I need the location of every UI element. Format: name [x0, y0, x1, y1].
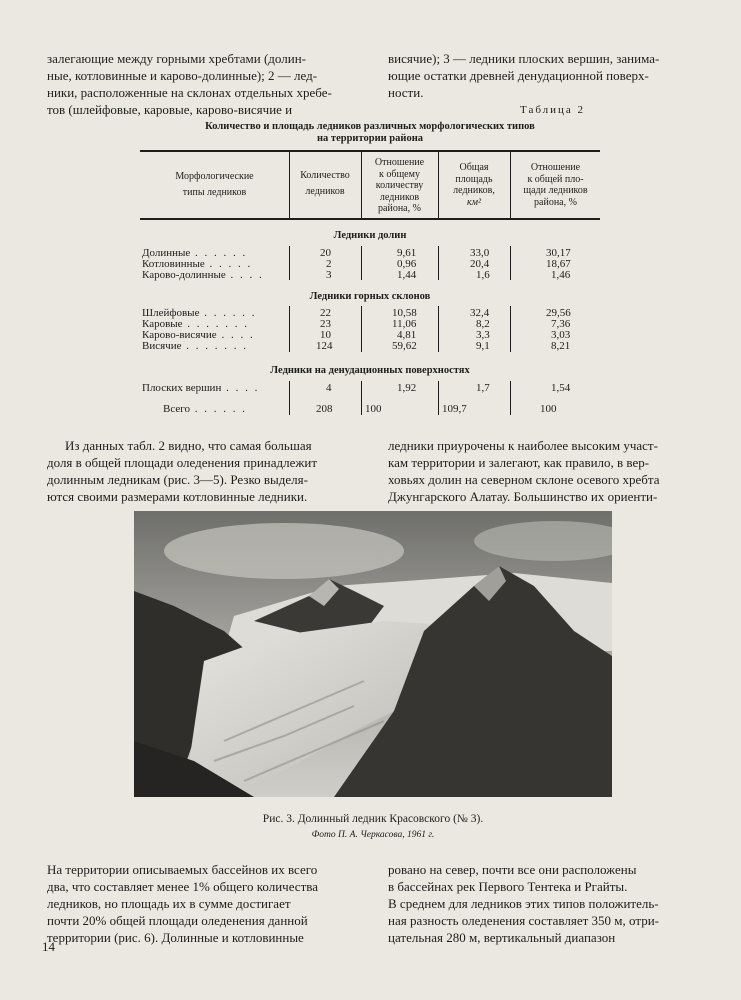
- cell-count: 124: [316, 340, 333, 352]
- header-line: км²: [466, 196, 482, 208]
- header-line: Морфологические: [175, 171, 254, 182]
- figure-caption: Рис. 3. Долинный ледник Красовского (№ 3).: [262, 813, 484, 825]
- text-line: В среднем для ледников этих типов положитель-: [388, 896, 659, 911]
- table-section-title: Ледники долин: [333, 230, 407, 241]
- text-line: доля в общей площади оледенения принадлежит: [47, 455, 317, 470]
- column-divider: [510, 246, 511, 280]
- text-line: ная разность оледенения составляет 350 м, отри-: [388, 913, 659, 928]
- header-count: [290, 170, 360, 197]
- column-divider: [361, 381, 362, 415]
- cell-area: 3,3: [476, 329, 490, 341]
- text-line: На территории описываемых бассейнов их всего: [47, 862, 318, 877]
- column-divider: [438, 306, 439, 352]
- column-divider: [289, 381, 290, 415]
- cell-area-ratio: 30,17: [546, 247, 571, 259]
- column-divider: [510, 306, 511, 352]
- column-divider: [438, 246, 439, 280]
- table-row-name: [142, 341, 248, 352]
- cell-count: 4: [326, 382, 332, 394]
- cell-ratio: 0,96: [397, 258, 417, 270]
- leader-dots: . . . . .: [204, 258, 253, 270]
- cell-area: 32,4: [470, 307, 490, 319]
- leader-dots: . . . . . .: [189, 403, 247, 415]
- cell-ratio: 11,06: [392, 318, 417, 330]
- page-number: 14: [42, 939, 55, 954]
- text-column-bottom-right: [388, 861, 698, 946]
- cell-ratio: 1,44: [397, 269, 417, 281]
- table-title-line: Количество и площадь ледников различных морфологических типов: [205, 121, 535, 132]
- header-line: Отношение: [374, 157, 425, 168]
- text-column-top-right: [388, 50, 698, 101]
- leader-dots: . . . .: [225, 269, 264, 281]
- table-row-name: [142, 270, 264, 281]
- header-line: Общая: [459, 162, 489, 173]
- cell-total-area: 109,7: [442, 403, 467, 415]
- text-line: Из данных табл. 2 видно, что самая большая: [65, 438, 312, 453]
- cell-area-ratio: 1,46: [551, 269, 571, 281]
- column-divider: [361, 306, 362, 352]
- cell-ratio: 59,62: [392, 340, 417, 352]
- header-line: ледников: [305, 185, 345, 197]
- leader-dots: . . . . . . .: [181, 340, 248, 352]
- text-line: ности.: [388, 85, 424, 100]
- text-line: ники, расположенные на склонах отдельных хребе-: [47, 85, 332, 100]
- row-label: Долинные: [142, 247, 191, 259]
- table-section-title: Ледники на денудационных поверхностях: [270, 365, 470, 376]
- cell-total-count: 208: [316, 403, 333, 415]
- column-divider: [289, 246, 290, 280]
- column-divider: [438, 381, 439, 415]
- row-label: Шлейфовые: [142, 307, 200, 319]
- table-row-name: [142, 383, 259, 394]
- cell-area: 33,0: [470, 247, 490, 259]
- row-label: Карово-долинные: [142, 269, 226, 281]
- text-column-top-left: [47, 50, 353, 118]
- cell-area: 8,2: [476, 318, 490, 330]
- leader-dots: . . . . . .: [199, 307, 257, 319]
- column-divider: [510, 381, 511, 415]
- text-line: ровано на север, почти все они расположены: [388, 862, 637, 877]
- header-line: площадь: [455, 173, 493, 185]
- cell-count: 2: [326, 258, 332, 270]
- text-column-bottom-left: [47, 861, 353, 946]
- text-line: ющие остатки древней денудационной поверх-: [388, 68, 649, 83]
- total-label: Всего: [163, 403, 190, 415]
- cell-count: 20: [320, 247, 331, 259]
- cell-ratio: 10,58: [392, 307, 417, 319]
- header-type: [142, 171, 287, 198]
- header-line: к общей пло-: [527, 173, 584, 185]
- glacier-photo: [134, 511, 612, 797]
- cell-ratio: 1,92: [397, 382, 417, 394]
- header-line: ледников,: [453, 185, 495, 196]
- cell-area: 20,4: [470, 258, 490, 270]
- cell-ratio: 4,81: [397, 329, 417, 341]
- photo-credit: Фото П. А. Черкасова, 1961 г.: [311, 830, 435, 840]
- cell-ratio: 9,61: [397, 247, 417, 259]
- text-line: цательная 280 м, вертикальный диапазон: [388, 930, 616, 945]
- table-header-rule: [140, 218, 600, 220]
- header-line: района, %: [534, 196, 577, 208]
- table-title-line: на территории района: [317, 133, 423, 144]
- text-line: долинным ледникам (рис. 3—5). Резко выделя-: [47, 472, 308, 487]
- cell-area-ratio: 18,67: [546, 258, 571, 270]
- text-line: ются своими размерами котловинные ледники.: [47, 489, 308, 504]
- glacier-photo-illustration: [134, 511, 612, 797]
- leader-dots: . . . . . . .: [182, 318, 250, 330]
- cell-area-ratio: 29,56: [546, 307, 571, 319]
- cell-area: 1,6: [476, 269, 490, 281]
- text-line: почти 20% общей площади оледенения данной: [47, 913, 308, 928]
- cell-total-ratio: 100: [365, 403, 382, 415]
- cell-area-ratio: 8,21: [551, 340, 571, 352]
- text-line: территории (рис. 6). Долинные и котловинные: [47, 930, 304, 945]
- text-line: ледники приурочены к наиболее высоким участ-: [388, 438, 658, 453]
- row-label: Плоских вершин: [142, 382, 222, 394]
- header-line: Отношение: [530, 162, 581, 173]
- cell-area-ratio: 1,54: [551, 382, 571, 394]
- column-divider: [361, 246, 362, 280]
- text-line: Джунгарского Алатау. Большинство их ориенти-: [388, 489, 658, 504]
- cell-area: 9,1: [476, 340, 490, 352]
- cell-count: 22: [320, 307, 331, 319]
- cell-total-area-ratio: 100: [540, 403, 557, 415]
- cell-count: 10: [320, 329, 331, 341]
- cell-area: 1,7: [476, 382, 490, 394]
- cell-area-ratio: 7,36: [551, 318, 571, 330]
- text-line: ные, котловинные и карово-долинные); 2 — лед-: [47, 68, 318, 83]
- leader-dots: . . . .: [216, 329, 255, 341]
- leader-dots: . . . .: [221, 382, 260, 394]
- header-line: к общему: [379, 168, 420, 180]
- row-label: Котловинные: [142, 258, 205, 270]
- table-number: Таблица 2: [520, 104, 586, 116]
- table-section-title: Ледники горных склонов: [309, 291, 431, 302]
- table-title: [140, 121, 600, 145]
- row-label: Висячие: [142, 340, 182, 352]
- cloud: [164, 523, 404, 579]
- header-line: ледников: [379, 191, 420, 203]
- header-line: щади ледников: [523, 185, 588, 196]
- text-line: ховьях долин на северном склоне осевого хребта: [388, 472, 660, 487]
- text-line: ледников, но площадь их в сумме достигает: [47, 896, 291, 911]
- text-line: в бассейнах рек Первого Тентека и Ргайты.: [388, 879, 628, 894]
- text-line: тов (шлейфовые, каровые, карово-висячие и: [47, 102, 293, 117]
- row-label: Карово-висячие: [142, 329, 217, 341]
- cell-count: 3: [326, 269, 332, 281]
- header-line: типы ледников: [182, 186, 247, 198]
- text-column-mid-right: [388, 437, 698, 505]
- text-column-mid-left: [47, 437, 353, 505]
- row-label: Каровые: [142, 318, 183, 330]
- header-line: района, %: [378, 203, 421, 214]
- cell-count: 23: [320, 318, 331, 330]
- cell-area-ratio: 3,03: [551, 329, 571, 341]
- header-ratio-count: [362, 157, 437, 215]
- header-area: [439, 162, 509, 208]
- column-divider: [289, 306, 290, 352]
- table-top-rule: [140, 150, 600, 152]
- text-line: кам территории и залегают, как правило, в вер-: [388, 455, 650, 470]
- leader-dots: . . . . . .: [190, 247, 248, 259]
- text-line: залегающие между горными хребтами (долин-: [47, 51, 306, 66]
- text-line: висячие); 3 — ледники плоских вершин, занима-: [388, 51, 660, 66]
- header-ratio-area: [511, 162, 600, 208]
- text-line: два, что составляет менее 1% общего количества: [47, 879, 318, 894]
- header-line: Количество: [300, 170, 350, 181]
- header-line: количеству: [375, 180, 424, 191]
- table-total-name: [163, 404, 247, 415]
